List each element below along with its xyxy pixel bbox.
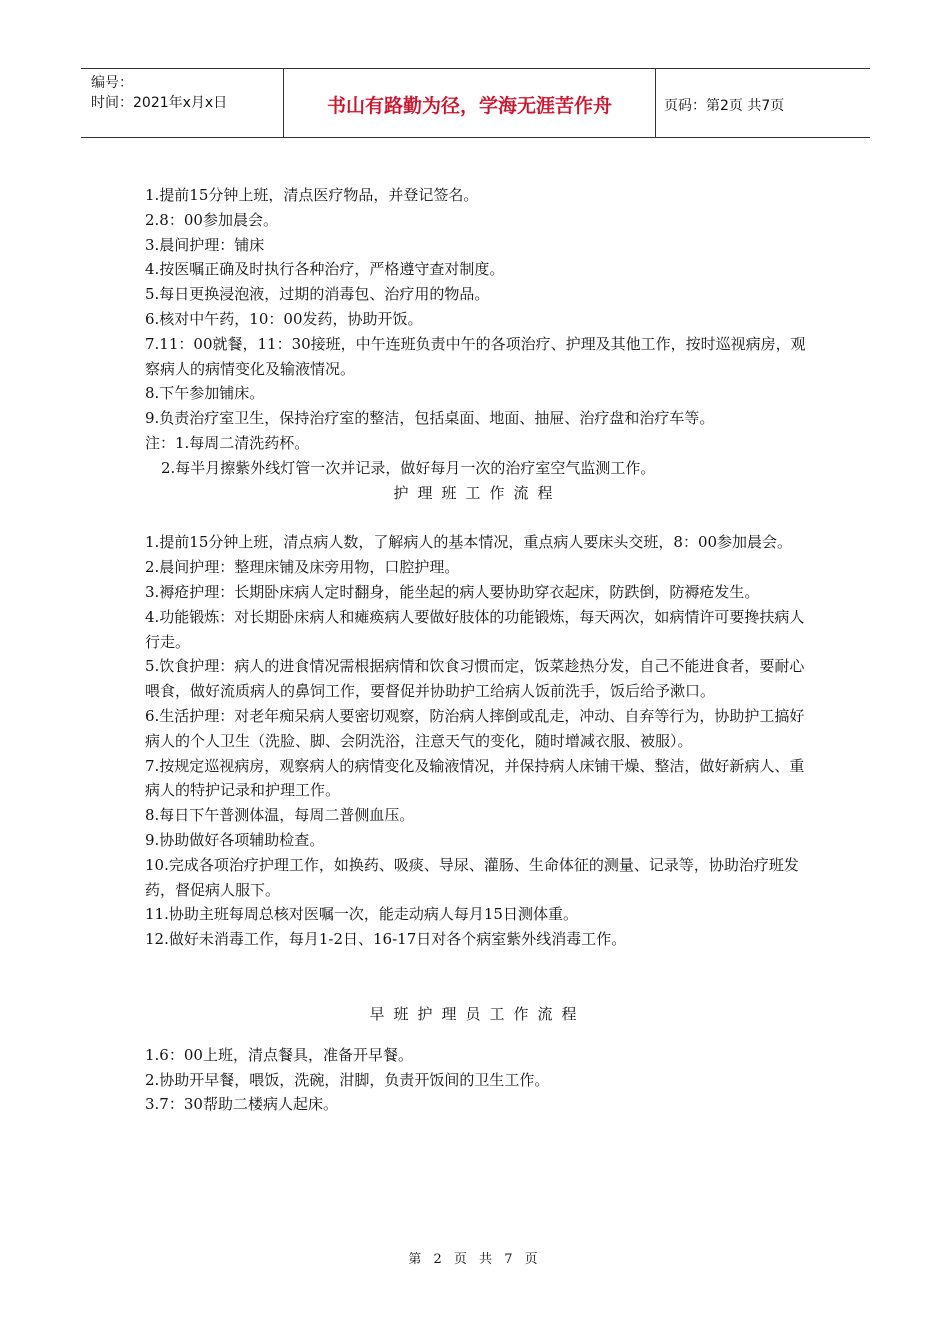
morning-caregiver-section — [145, 1043, 810, 1117]
section-title: 早班护理员工作流程 — [369, 1004, 586, 1023]
list-item: 3.褥疮护理：长期卧床病人定时翻身，能坐起的病人要协助穿衣起床，防跌倒，防褥疮发生。 — [145, 582, 760, 601]
list-item: 12.做好未消毒工作，每月1-2日、16-17日对各个病室紫外线消毒工作。 — [145, 930, 627, 949]
list-item: 3.晨间护理：铺床 — [145, 235, 265, 254]
document-number-label: 编号： — [91, 75, 133, 91]
list-item: 1.提前15分钟上班，清点医疗物品，并登记签名。 — [145, 186, 479, 204]
list-item: 1.提前15分钟上班，清点病人数，了解病人的基本情况，重点病人要床头交班，8：00参加晨会。 — [145, 533, 793, 552]
list-item: 3.7：30帮助二楼病人起床。 — [145, 1095, 338, 1114]
list-item: 8.每日下午普测体温，每周二普侧血压。 — [145, 806, 415, 825]
header-page-cell — [656, 69, 870, 137]
nursing-shift-section — [145, 530, 810, 952]
list-item: 9.协助做好各项辅助检查。 — [145, 830, 325, 849]
document-date-label: 时间：2021年x月x日 — [91, 95, 228, 111]
list-item: 2.晨间护理：整理床铺及床旁用物，口腔护理。 — [145, 558, 460, 577]
page-header — [81, 68, 870, 138]
header-info-cell — [81, 69, 284, 137]
list-item: 9.负责治疗室卫生，保持治疗室的整洁，包括桌面、地面、抽屉、治疗盘和治疗车等。 — [145, 409, 715, 428]
list-item: 4.按医嘱正确及时执行各种治疗，严格遵守查对制度。 — [145, 260, 505, 279]
list-item: 7.11：00就餐，11：30接班，中午连班负责中午的各项治疗、护理及其他工作，按时巡视病房，观察病人的病情变化及输液情况。 — [145, 334, 806, 378]
list-item: 2.协助开早餐，喂饭，洗碗，泔脚，负责开饭间的卫生工作。 — [145, 1070, 550, 1089]
header-page-number: 页码：第2页 共7页 — [664, 98, 785, 114]
note-item: 注：1.每周二清洗药杯。 — [145, 433, 310, 452]
list-item: 2.8：00参加晨会。 — [145, 210, 278, 229]
section-title: 护理班工作流程 — [393, 483, 562, 502]
document-body — [145, 183, 810, 1117]
list-item: 6.核对中午药，10：00发药，协助开饭。 — [145, 309, 423, 328]
note-item: 2.每半月擦紫外线灯管一次并记录，做好每月一次的治疗室空气监测工作。 — [161, 458, 656, 477]
list-item: 1.6：00上班，清点餐具，准备开早餐。 — [145, 1045, 413, 1064]
treatment-shift-section — [145, 183, 810, 481]
header-motto-cell — [284, 69, 656, 137]
list-item: 5.饮食护理：病人的进食情况需根据病情和饮食习惯而定，饭菜趁热分发，自己不能进食者，要耐心喂食，做好流质病人的鼻饲工作，要督促并协助护工给病人饭前洗手，饭后给予漱口。 — [145, 657, 805, 701]
list-item: 10.完成各项治疗护理工作，如换药、吸痰、导尿、灌肠、生命体征的测量、记录等，协助治疗班发药，督促病人服下。 — [145, 855, 799, 899]
list-item: 8.下午参加铺床。 — [145, 384, 265, 403]
header-motto: 书山有路勤为径，学海无涯苦作舟 — [326, 95, 612, 117]
page-footer: 第 2 页 共 7 页 — [408, 1252, 542, 1267]
list-item: 4.功能锻炼：对长期卧床病人和瘫痪病人要做好肢体的功能锻炼，每天两次，如病情许可要搀扶病人行走。 — [145, 607, 805, 651]
list-item: 11.协助主班每周总核对医嘱一次，能走动病人每月15日测体重。 — [145, 905, 578, 924]
spacer — [145, 505, 810, 530]
list-item: 7.按规定巡视病房，观察病人的病情变化及输液情况，并保持病人床铺干燥、整洁，做好新病人、重病人的特护记录和护理工作。 — [145, 756, 805, 800]
list-item: 6.生活护理：对老年痴呆病人要密切观察，防治病人摔倒或乱走，冲动、自弃等行为，协助护工搞好病人的个人卫生（洗脸、脚、会阴洗浴，注意天气的变化，随时增减衣服、被服）。 — [145, 706, 805, 750]
list-item: 5.每日更换浸泡液，过期的消毒包、治疗用的物品。 — [145, 285, 490, 304]
spacer — [145, 952, 810, 1002]
